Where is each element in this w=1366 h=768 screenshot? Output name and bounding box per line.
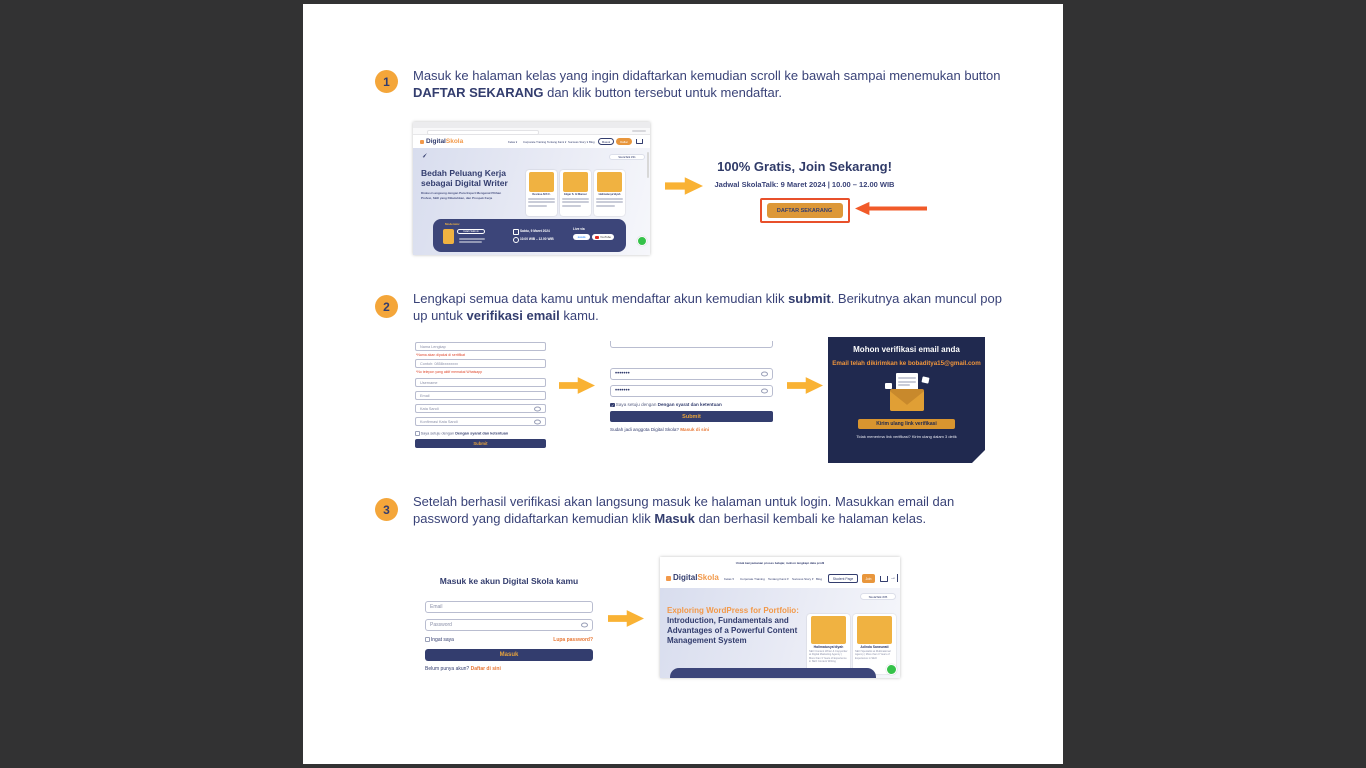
speaker-name: Halimatusya'diyah [598,193,621,196]
hero-section [660,588,900,678]
terms-checkbox[interactable] [415,431,420,436]
nav-corporate-training[interactable]: Corporate Training [740,577,765,581]
email-verification-popup [828,337,985,463]
submit-button[interactable]: Submit [610,411,773,422]
submit-button[interactable]: Submit [415,439,546,448]
logo-digital: Digital [426,138,446,145]
event-date: Sabtu, 9 Maret 2024 [520,229,550,233]
cart-icon[interactable] [880,576,888,582]
text-line [898,384,910,386]
text-line [528,201,555,203]
confirm-password-dots: ••••••• [615,388,630,394]
browser-controls[interactable] [632,130,646,132]
header-cta-button[interactable]: Join [862,574,875,583]
nav-success-story[interactable]: Success Story ▾ [792,577,814,581]
kata-sandi-placeholder: Kata Sandi [420,406,439,411]
text-line [562,201,589,203]
event-time: 10.00 WIB – 12.00 WIB [520,237,554,241]
speaker-card [526,170,557,216]
nav-kelas[interactable]: Kelas ▾ [508,140,518,144]
calendar-icon [513,229,519,235]
text-line [898,381,916,383]
browser-url-bar[interactable] [413,128,650,135]
text-line [459,241,482,243]
login-email-field[interactable] [425,601,593,613]
username-placeholder: Username [420,380,438,385]
document-sheet [303,4,1063,764]
hero-title-navy: Introduction, Fundamentals and Advantages of a Powerful Content Management System [667,616,798,645]
terms-checkbox-checked[interactable]: ✓ [611,402,615,408]
logo-digital: Digital [673,573,698,582]
nav-corporate-training[interactable]: Corporate Training [523,140,547,144]
text-line [596,201,623,203]
kata-sandi-field[interactable] [415,404,546,413]
popup-sent-text: Email telah dikirimkan ke bobaditya15@gmail.com [832,360,981,367]
phone-field[interactable] [415,359,546,368]
paper-scrap [921,376,929,383]
password-field[interactable] [610,368,773,380]
speaker-name: Desnisa Afifi C. [532,193,551,196]
resend-link-button[interactable]: Kirim ulang link verifikasi [858,419,955,429]
masuk-button[interactable]: Masuk [598,138,614,145]
hero-title [667,606,799,646]
eye-icon[interactable] [581,623,588,628]
youtube-label: YouTube [600,235,611,239]
step-2-run3: kamu. [559,308,599,323]
paper-plane-icon [421,153,427,158]
phone-placeholder: Contoh: 0858xxxxxxxx [420,361,458,366]
confirm-password-field[interactable] [610,385,773,397]
hero-title: Bedah Peluang Kerja sebagai Digital Writer [421,168,508,188]
speaker-photo [857,616,892,644]
terms-link[interactable]: Dengan syarat dan ketentuan [657,402,722,407]
step-3-badge: 3 [375,498,398,521]
text-line [459,238,485,240]
cta-highlight-box [760,198,850,223]
text-line [562,198,589,200]
speaker-desc-lines [560,198,591,207]
nav-kelas[interactable]: Kelas ▾ [724,577,734,581]
site-header [660,569,900,588]
login-hint [610,427,709,432]
text-line [596,198,623,200]
terms-text: Saya setuju dengan [420,431,456,436]
speaker-card [560,170,591,216]
speaker-desc-lines [526,198,557,207]
hero-subtitle: Diskusi Langsung dengan Para Expert Mengenal Pilihan Profesi, Skill yang Dibutuhkan, dan Prospek Kerja [421,191,502,200]
step-3-bold1: Masuk [654,511,695,526]
cut-off-field[interactable] [610,341,773,348]
nama-lengkap-field[interactable] [415,342,546,351]
url-field[interactable] [427,130,539,135]
digitalskola-logo-icon [420,140,424,144]
step-1-bold1: DAFTAR SEKARANG [413,85,544,100]
login-password-field[interactable] [425,619,593,631]
terms-row [415,431,508,436]
step-2-bold1: submit [788,291,831,306]
masuk-button[interactable]: Masuk [425,649,593,661]
text-line [528,205,547,207]
nav-tentang-kami[interactable]: Tentang Kami ▾ [768,577,789,581]
password-dots: ••••••• [615,371,630,377]
whatsapp-icon[interactable] [637,236,647,246]
clock-icon [513,237,519,243]
step-1-run2: dan klik button tersebut untuk mendaftar. [543,85,782,100]
screenshot-logged-in-page [660,557,900,678]
logout-icon[interactable]: → [890,575,896,581]
text-line [528,198,555,200]
konfirmasi-kata-sandi-field[interactable] [415,417,546,426]
eye-icon[interactable] [761,372,768,377]
popup-note: Tidak menerima link verifikasi? Kirim ulang dalam 3 detik [856,434,957,439]
logo-skola: Skola [697,573,719,582]
student-page-button[interactable]: Student Page [828,574,858,583]
promo-title: 100% Gratis, Join Sekarang! [717,159,892,174]
eye-icon[interactable] [534,406,541,411]
step-2-bold2: verifikasi email [466,308,560,323]
step-3-text [413,493,1013,527]
step-2-run1: Lengkapi semua data kamu untuk mendaftar akun kemudian klik [413,291,789,306]
step-1-run1: Masuk ke halaman kelas yang ingin didaftarkan kemudian scroll ke bawah sampai menemukan button [413,68,1001,83]
speaker-desc-lines [594,198,625,207]
text-line [898,377,916,379]
flow-arrow-right [608,609,644,628]
daftar-button[interactable]: Daftar [616,138,632,145]
phone-note: *No telepon yang aktif memakai Whatsapp [416,370,483,374]
skolatalk-badge: SkolaTalk #35 [860,593,896,600]
logo-skola: Skola [445,138,464,145]
nama-note: *Nama akan dipakai di sertifikat [416,353,466,357]
whatsapp-icon[interactable] [886,664,897,675]
moderator-bar [433,219,626,252]
digitalskola-logo[interactable] [426,138,463,145]
login-email-placeholder: Email [430,604,443,610]
terms-text: Saya setuju dengan [615,402,658,407]
nav-tentang-kami[interactable]: Tentang Kami ▾ [547,140,567,144]
text-line [562,205,581,207]
login-hint-text: Sudah jadi anggota Digital Skola? [610,427,681,432]
popup-title: Mohon verifikasi email anda [853,345,960,354]
speaker-photo [597,172,622,192]
flow-arrow-right [787,376,823,395]
nav-success-story[interactable]: Success Story ▾ [568,140,589,144]
login-options-row [425,637,593,643]
profile-banner: Untuk kenyamanan proses belajar, mohon lengkapi data profil [660,557,900,570]
site-header [413,135,650,148]
login-password-placeholder: Password [430,622,452,628]
moderator-name: Indah Salimin [457,229,485,234]
terms-link[interactable]: Dengan syarat dan ketentuan [455,431,509,436]
signup-hint-text: Belum punya akun? [425,666,471,672]
hero-title-orange: Exploring WordPress for Portfolio: [667,606,799,615]
screenshot-register-filled [610,341,773,449]
nama-lengkap-placeholder: Nama Lengkap [420,344,446,349]
live-via-label: Live via [573,227,585,231]
screenshot-login-form [425,570,593,678]
cart-icon[interactable] [636,139,643,144]
speaker-name: Edgar S. Al Mansur [564,193,587,196]
speaker-desc: SEO Specialist at Multinational Agency | More than 3 Years of Experience in SEO [855,650,891,660]
remember-checkbox[interactable] [425,637,430,642]
step-2-text [413,290,1013,324]
speaker-name: Halimatusya'diyah [813,645,844,649]
eye-icon[interactable] [761,389,768,394]
flow-arrow-right [665,176,703,196]
popup-cut-corner [972,450,985,463]
daftar-di-sini-link[interactable]: Daftar di sini [470,666,501,672]
lupa-password-link[interactable]: Lupa password? [553,637,593,643]
step-2-run2: . Berikutnya akan muncul pop up untuk [413,291,1002,323]
bottom-info-bar [670,668,876,678]
text-line [596,205,615,207]
speaker-card [594,170,625,216]
promo-schedule: Jadwal SkolaTalk: 9 Maret 2024 | 10.00 – 12.00 WIB [714,180,895,189]
step-1-text [413,67,1013,101]
skolatalk-badge: SkolaTalk #31 [609,154,645,160]
step-2-badge: 2 [375,295,398,318]
nav-blog[interactable]: Blog [816,577,823,581]
screenshot-register-form [415,342,546,456]
username-field[interactable] [415,378,546,387]
zoom-badge: zoom [573,234,590,240]
youtube-badge [592,234,614,240]
moderator-label: Moderator [445,222,460,226]
promo-block [707,159,902,223]
speaker-desc: SEO Content Writer & Copywriter at Digital Marketing Agency | More than 3 Years of Experience in SEO Content Writing [809,650,848,664]
flow-arrow-right [559,376,595,395]
scrollbar[interactable] [647,152,649,178]
step-3-run2: dan berhasil kembali ke halaman kelas. [694,511,927,526]
konfirmasi-placeholder: Konfirmasi Kata Sandi [420,419,458,424]
eye-icon[interactable] [534,419,541,424]
step-1-badge: 1 [375,70,398,93]
speaker-card [807,614,850,674]
email-field[interactable] [415,391,546,400]
speaker-name: Adinda Saraswati [860,645,889,649]
screenshot-class-page [413,122,650,255]
daftar-sekarang-button[interactable]: DAFTAR SEKARANG [767,203,843,218]
digitalskola-logo[interactable] [673,573,719,582]
terms-row [610,402,722,407]
login-title: Masuk ke akun Digital Skola kamu [439,576,579,586]
step-3-run1: Setelah berhasil verifikasi akan langsung masuk ke halaman untuk login. Masukkan email dan password yang didaftarkan kemudian klik [413,494,955,526]
envelope-illustration [884,373,930,415]
nav-blog[interactable]: Blog [589,140,595,144]
moderator-desc-lines [457,236,487,245]
youtube-icon [595,236,599,239]
signup-hint [425,666,501,672]
moderator-photo [443,229,454,244]
speaker-photo [563,172,588,192]
speaker-photo [529,172,554,192]
masuk-di-sini-link[interactable]: Masuk di sini [680,427,710,432]
hero-section [413,148,650,255]
email-placeholder: Email [420,393,430,398]
digitalskola-logo-icon [666,576,671,581]
remember-label: Ingat saya [430,637,454,643]
speaker-photo [811,616,846,644]
